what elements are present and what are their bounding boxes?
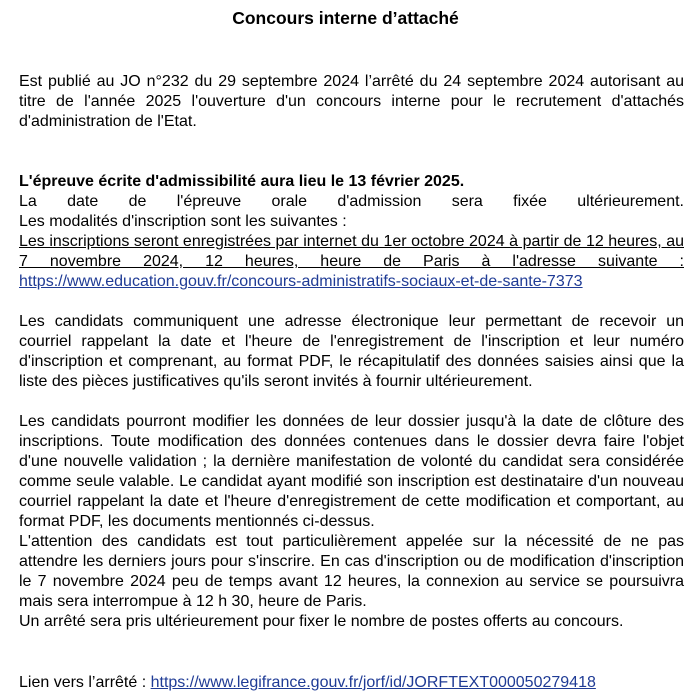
decree-link-line — [19, 673, 684, 693]
decree-link[interactable]: https://www.legifrance.gouv.fr/jorf/id/JORFTEXT000050279418 — [150, 674, 596, 691]
decree-link-label: Lien vers l’arrêté : — [19, 674, 151, 691]
modification-paragraph: Les candidats pourront modifier les données de leur dossier jusqu'à la date de clôture des inscriptions. Toute modification des données contenues dans le dossier devra faire l'objet d'une nouvelle validation ; la dernière manifestation de volonté du candidat sera considérée comme seule valable. Le candidat ayant modifié son inscription est destinataire d'un nouveau courriel rappelant la date et l'heure d'enregistrement de cette modification et comportant, au format PDF, les documents mentionnés ci-dessus. — [19, 413, 684, 530]
document-page — [19, 0, 684, 693]
intro-paragraph: Est publié au JO n°232 du 29 septembre 2024 l’arrêté du 24 septembre 2024 autorisant au titre de l'année 2025 l'ouverture d'un concours interne pour le recrutement d'attachés d'administration de l'Etat. — [19, 73, 684, 130]
attention-paragraph: L'attention des candidats est tout particulièrement appelée sur la nécessité de ne pas attendre les derniers jours pour s'inscrire. En cas d'inscription ou de modification d'inscription le 7 novembre 2024 peu de temps avant 12 heures, la connexion au service se poursuivra mais sera interrompue à 12 h 30, heure de Paris. — [19, 533, 684, 610]
modification-section — [19, 412, 684, 632]
decree-paragraph: Un arrêté sera pris ultérieurement pour fixer le nombre de postes offerts au concours. — [19, 613, 624, 630]
email-paragraph: Les candidats communiquent une adresse électronique leur permettant de recevoir un courriel rappelant la date et l'heure de l'enregistrement de l'inscription et leur numéro d'inscription et comprenant, au format PDF, le récapitulatif des données saisies ainsi que la liste des pièces justificatives qu'ils seront invités à fournir ultérieurement. — [19, 313, 684, 390]
page-title: Concours interne d’attaché — [232, 8, 459, 28]
modalities-intro: Les modalités d'inscription sont les suivantes : — [19, 213, 347, 230]
written-exam-date: L'épreuve écrite d'admissibilité aura lieu le 13 février 2025. — [19, 173, 465, 190]
registration-text: Les inscriptions seront enregistrées par internet du 1er octobre 2024 à partir de 12 heures, au 7 novembre 2024, 12 heures, heure de Paris à l'adresse suivante : — [19, 233, 684, 270]
registration-info — [19, 232, 684, 292]
oral-exam-date: La date de l'épreuve orale d'admission sera fixée ultérieurement. — [19, 193, 684, 210]
registration-link[interactable]: https://www.education.gouv.fr/concours-administratifs-sociaux-et-de-sante-7373 — [19, 273, 583, 290]
admissibility-section — [19, 172, 684, 292]
